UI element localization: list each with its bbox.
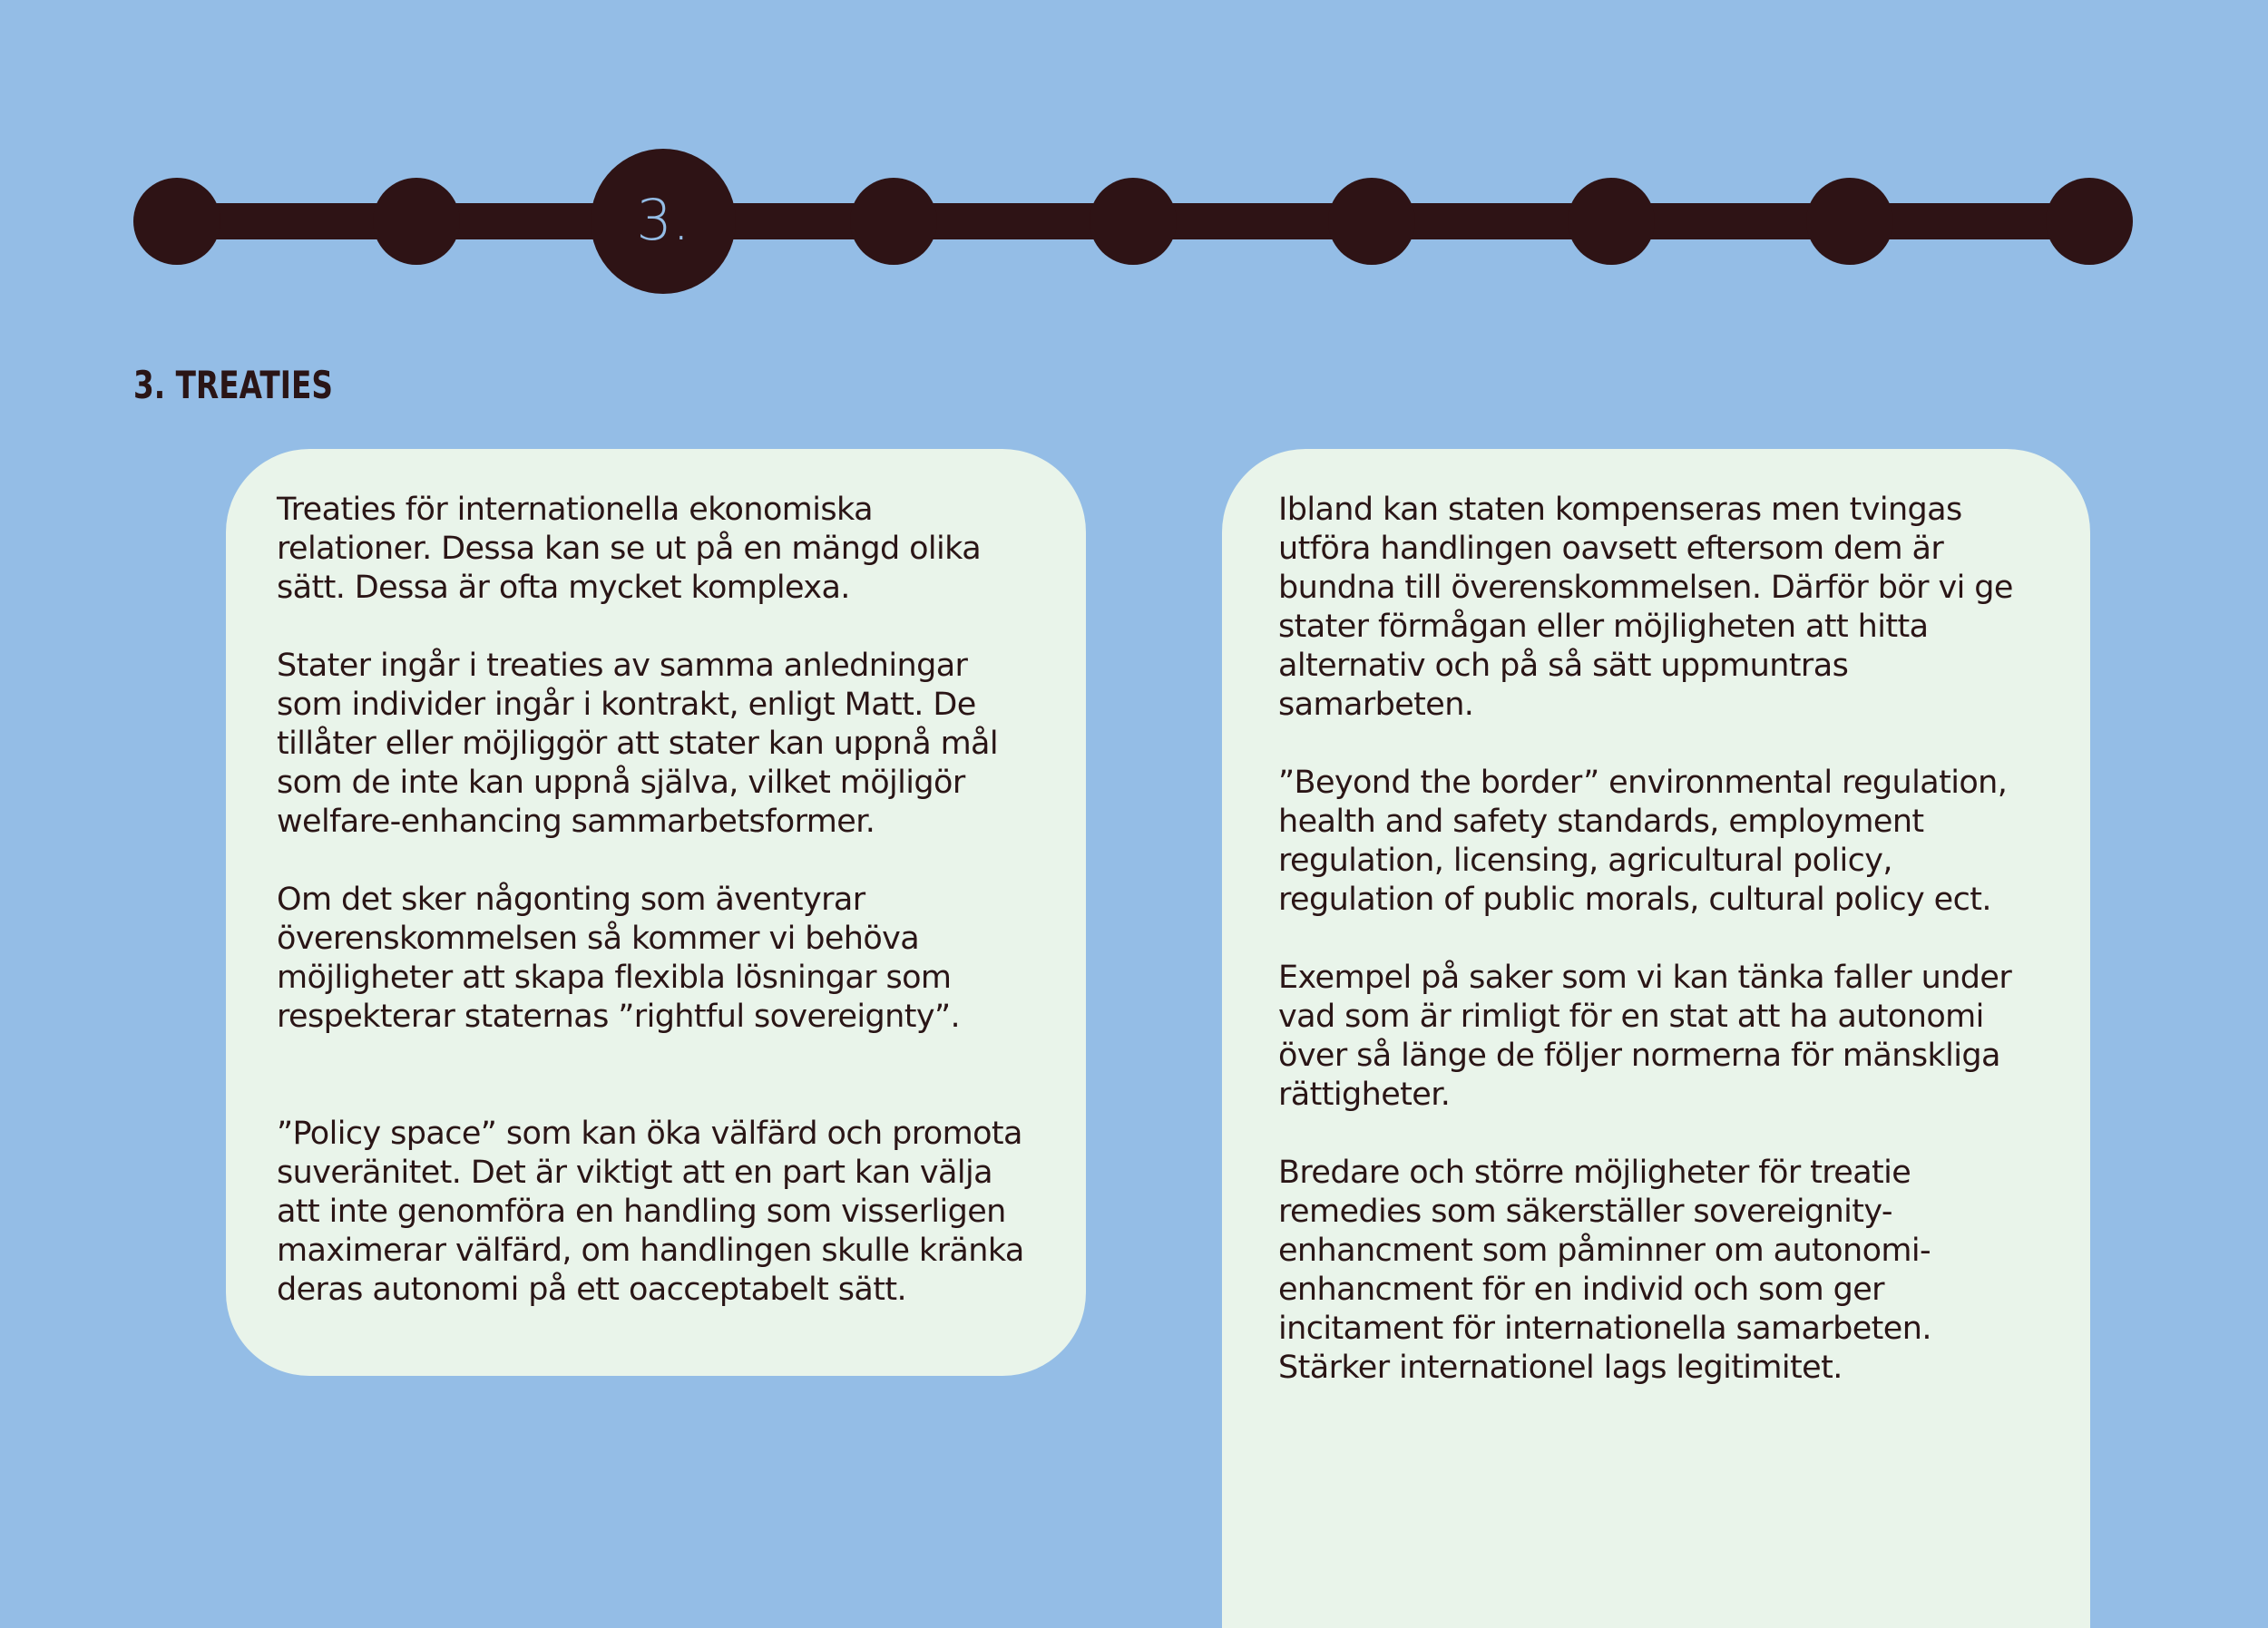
timeline-step-1[interactable] — [133, 178, 220, 265]
timeline-step-9[interactable] — [2046, 178, 2133, 265]
timeline-step-6[interactable] — [1328, 178, 1415, 265]
left-text-card — [226, 449, 1086, 1376]
timeline-step-8[interactable] — [1806, 178, 1893, 265]
timeline-step-3-active[interactable] — [591, 149, 736, 294]
progress-timeline — [0, 0, 2268, 308]
timeline-step-5[interactable] — [1090, 178, 1177, 265]
right-text-card — [1222, 449, 2090, 1628]
section-title: 3. TREATIES — [133, 363, 333, 407]
timeline-step-label: 3. — [636, 186, 690, 253]
left-paragraph-3: Om det sker någonting som äventyrar överenskommelsen så kommer vi behöva möjligheter att skapa flexibla lösningar som respekterar staternas ”rightful sovereignty”. — [277, 882, 961, 1035]
timeline-step-2[interactable] — [373, 178, 460, 265]
timeline-step-4[interactable] — [850, 178, 937, 265]
right-paragraph-4: Bredare och större möjligheter för treatie remedies som säkerställer sovereignity- enhancment som påminner om autonomi- enhancment för en individ och som ger incitament för internationella samarbeten. Stärker internationel lags legitimitet. — [1278, 1155, 1931, 1386]
right-paragraph-2: ”Beyond the border” environmental regulation, health and safety standards, employment regulation, licensing, agricultural policy, regulation of public morals, cultural policy ect. — [1278, 765, 2008, 918]
left-paragraph-1: Treaties för internationella ekonomiska relationer. Dessa kan se ut på en mängd olika sätt. Dessa är ofta mycket komplexa. — [277, 492, 982, 606]
left-paragraph-2: Stater ingår i treaties av samma anledningar som individer ingår i kontrakt, enligt Matt. De tillåter eller möjliggör att stater kan uppnå mål som de inte kan uppnå själva, vilket möjligör welfare-enhancing sammarbetsformer. — [277, 648, 999, 840]
right-paragraph-1: Ibland kan staten kompenseras men tvingas utföra handlingen oavsett eftersom dem är bundna till överenskommelsen. Därför bör vi ge stater förmågan eller möjligheten att hitta alternativ och på så sätt uppmuntras samarbeten. — [1278, 492, 2013, 723]
timeline-step-7[interactable] — [1568, 178, 1655, 265]
left-paragraph-4: ”Policy space” som kan öka välfärd och promota suveränitet. Det är viktigt att en part kan välja att inte genomföra en handling som visserligen maximerar välfärd, om handlingen skulle kränka deras autonomi på ett oacceptabelt sätt. — [277, 1116, 1024, 1308]
right-paragraph-3: Exempel på saker som vi kan tänka faller under vad som är rimligt för en stat att ha autonomi över så länge de följer normerna för mänskliga rättigheter. — [1278, 960, 2012, 1113]
